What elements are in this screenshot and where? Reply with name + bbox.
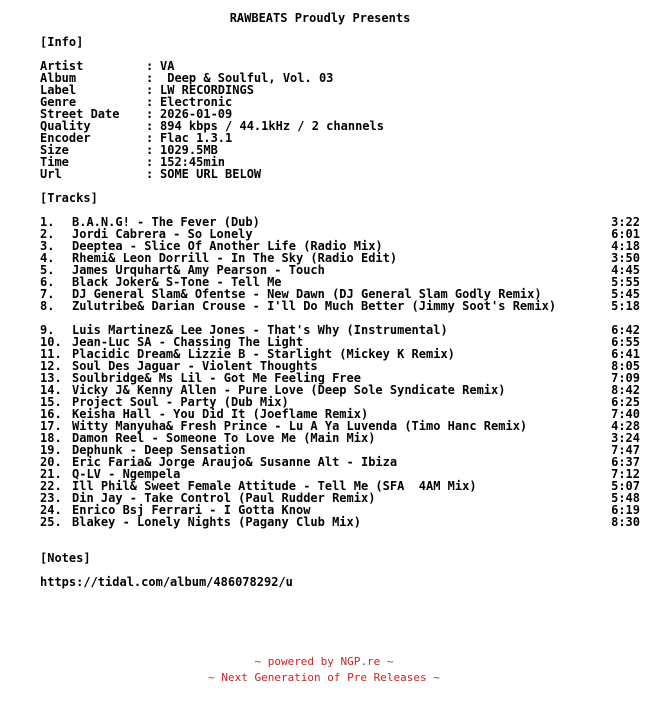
- track-title: Vicky J& Kenny Allen - Pure Love (Deep Sole Syndicate Remix): [72, 383, 506, 397]
- track-title: Placidic Dream& Lizzie B - Starlight (Mickey K Remix): [72, 347, 455, 361]
- track-title: James Urquhart& Amy Pearson - Touch: [72, 263, 325, 277]
- track-title: Damon Reel - Someone To Love Me (Main Mix): [72, 431, 376, 445]
- track-number: 5.: [40, 263, 55, 277]
- info-value: 1029.5MB: [160, 143, 218, 157]
- info-key: Size: [40, 143, 69, 157]
- track-number: 8.: [40, 299, 55, 313]
- track-number: 18.: [40, 431, 62, 445]
- info-key: Url: [40, 167, 62, 181]
- info-key: Encoder: [40, 131, 91, 145]
- info-separator: :: [146, 167, 154, 181]
- info-row: [40, 72, 640, 84]
- info-key: Time: [40, 155, 69, 169]
- track-duration: 7:40: [611, 407, 640, 421]
- track-duration: 4:45: [611, 263, 640, 277]
- track-title: DJ General Slam& Ofentse - New Dawn (DJ General Slam Godly Remix): [72, 287, 542, 301]
- info-value: 152:45min: [160, 155, 226, 169]
- track-duration: 8:42: [611, 383, 640, 397]
- info-separator: :: [146, 71, 154, 85]
- track-duration: 6:01: [611, 227, 640, 241]
- track-number: 15.: [40, 395, 62, 409]
- track-title: Project Soul - Party (Dub Mix): [72, 395, 289, 409]
- info-key: Artist: [40, 59, 84, 73]
- track-row: [40, 516, 640, 528]
- track-number: 16.: [40, 407, 62, 421]
- track-number: 14.: [40, 383, 62, 397]
- track-number: 20.: [40, 455, 62, 469]
- info-separator: :: [146, 155, 154, 169]
- track-duration: 5:48: [611, 491, 640, 505]
- track-title: Din Jay - Take Control (Paul Rudder Remix): [72, 491, 376, 505]
- track-duration: 6:25: [611, 395, 640, 409]
- notes-url: https://tidal.com/album/486078292/u: [40, 575, 293, 589]
- track-duration: 6:37: [611, 455, 640, 469]
- track-number: 19.: [40, 443, 62, 457]
- info-separator: :: [146, 143, 154, 157]
- info-row: [40, 132, 640, 144]
- track-duration: 6:42: [611, 323, 640, 337]
- track-list: [40, 216, 640, 528]
- info-list: [40, 60, 640, 180]
- info-row: [40, 120, 640, 132]
- track-title: Rhemi& Leon Dorrill - In The Sky (Radio Edit): [72, 251, 398, 265]
- track-number: 1.: [40, 215, 55, 229]
- track-number: 23.: [40, 491, 62, 505]
- info-separator: :: [146, 95, 154, 109]
- track-title: Jean-Luc SA - Chassing The Light: [72, 335, 304, 349]
- info-separator: :: [146, 83, 154, 97]
- notes-section-label: [Notes]: [40, 551, 91, 565]
- track-title: Dephunk - Deep Sensation: [72, 443, 246, 457]
- track-duration: 3:22: [611, 215, 640, 229]
- track-number: 4.: [40, 251, 55, 265]
- track-duration: 3:50: [611, 251, 640, 265]
- track-duration: 6:41: [611, 347, 640, 361]
- track-title: Enrico Bsj Ferrari - I Gotta Know: [72, 503, 311, 517]
- info-key: Label: [40, 83, 77, 97]
- track-duration: 7:09: [611, 371, 640, 385]
- track-title: Witty Manyuha& Fresh Prince - Lu A Ya Luvenda (Timo Hanc Remix): [72, 419, 528, 433]
- track-title: Soulbridge& Ms Lil - Got Me Feeling Free: [72, 371, 361, 385]
- footer-powered-by: ~ powered by NGP.re ~: [254, 655, 394, 668]
- track-duration: 3:24: [611, 431, 640, 445]
- track-row: [40, 300, 640, 324]
- info-section-label: [Info]: [40, 35, 84, 49]
- info-value: Deep & Soulful, Vol. 03: [160, 71, 334, 85]
- track-title: Eric Faria& Jorge Araujo& Susanne Alt - Ibiza: [72, 455, 398, 469]
- track-title: Blakey - Lonely Nights (Pagany Club Mix): [72, 515, 361, 529]
- info-value: SOME URL BELOW: [160, 167, 262, 181]
- track-duration: 5:18: [611, 299, 640, 313]
- info-row: [40, 144, 640, 156]
- track-number: 12.: [40, 359, 62, 373]
- info-row: [40, 60, 640, 72]
- track-number: 25.: [40, 515, 62, 529]
- track-duration: 6:55: [611, 335, 640, 349]
- track-number: 24.: [40, 503, 62, 517]
- info-value: LW RECORDINGS: [160, 83, 254, 97]
- track-number: 9.: [40, 323, 55, 337]
- track-title: Zulutribe& Darian Crouse - I'll Do Much Better (Jimmy Soot's Remix): [72, 299, 557, 313]
- track-number: 6.: [40, 275, 55, 289]
- track-number: 10.: [40, 335, 62, 349]
- track-number: 2.: [40, 227, 55, 241]
- release-header: RAWBEATS Proudly Presents: [229, 11, 411, 25]
- track-number: 3.: [40, 239, 55, 253]
- track-title: Black Joker& S-Tone - Tell Me: [72, 275, 282, 289]
- info-value: 894 kbps / 44.1kHz / 2 channels: [160, 119, 384, 133]
- info-key: Quality: [40, 119, 91, 133]
- info-separator: :: [146, 107, 154, 121]
- info-separator: :: [146, 59, 154, 73]
- info-value: Electronic: [160, 95, 233, 109]
- track-duration: 6:19: [611, 503, 640, 517]
- info-row: [40, 96, 640, 108]
- track-number: 13.: [40, 371, 62, 385]
- info-key: Street Date: [40, 107, 120, 121]
- track-title: Q-LV - Ngempela: [72, 467, 181, 481]
- track-duration: 8:30: [611, 515, 640, 529]
- track-duration: 4:28: [611, 419, 640, 433]
- track-duration: 5:55: [611, 275, 640, 289]
- info-key: Album: [40, 71, 77, 85]
- info-row: [40, 84, 640, 96]
- track-title: B.A.N.G! - The Fever (Dub): [72, 215, 260, 229]
- track-number: 7.: [40, 287, 55, 301]
- track-number: 22.: [40, 479, 62, 493]
- track-duration: 7:47: [611, 443, 640, 457]
- track-duration: 7:12: [611, 467, 640, 481]
- track-title: Jordi Cabrera - So Lonely: [72, 227, 253, 241]
- track-duration: 8:05: [611, 359, 640, 373]
- track-title: Soul Des Jaguar - Violent Thoughts: [72, 359, 318, 373]
- info-separator: :: [146, 119, 154, 133]
- info-separator: :: [146, 131, 154, 145]
- track-title: Deeptea - Slice Of Another Life (Radio Mix): [72, 239, 383, 253]
- track-title: Ill Phil& Sweet Female Attitude - Tell Me (SFA 4AM Mix): [72, 479, 477, 493]
- info-row: [40, 168, 640, 180]
- track-duration: 5:45: [611, 287, 640, 301]
- track-number: 11.: [40, 347, 62, 361]
- info-value: Flac 1.3.1: [160, 131, 233, 145]
- footer-tagline: ~ Next Generation of Pre Releases ~: [208, 671, 440, 684]
- track-title: Luis Martinez& Lee Jones - That's Why (Instrumental): [72, 323, 448, 337]
- track-duration: 5:07: [611, 479, 640, 493]
- info-value: VA: [160, 59, 175, 73]
- track-duration: 4:18: [611, 239, 640, 253]
- track-number: 17.: [40, 419, 62, 433]
- info-key: Genre: [40, 95, 77, 109]
- info-value: 2026-01-09: [160, 107, 233, 121]
- track-number: 21.: [40, 467, 62, 481]
- track-title: Keisha Hall - You Did It (Joeflame Remix): [72, 407, 369, 421]
- nfo-document: [40, 12, 640, 588]
- tracks-section-label: [Tracks]: [40, 191, 98, 205]
- info-row: [40, 156, 640, 168]
